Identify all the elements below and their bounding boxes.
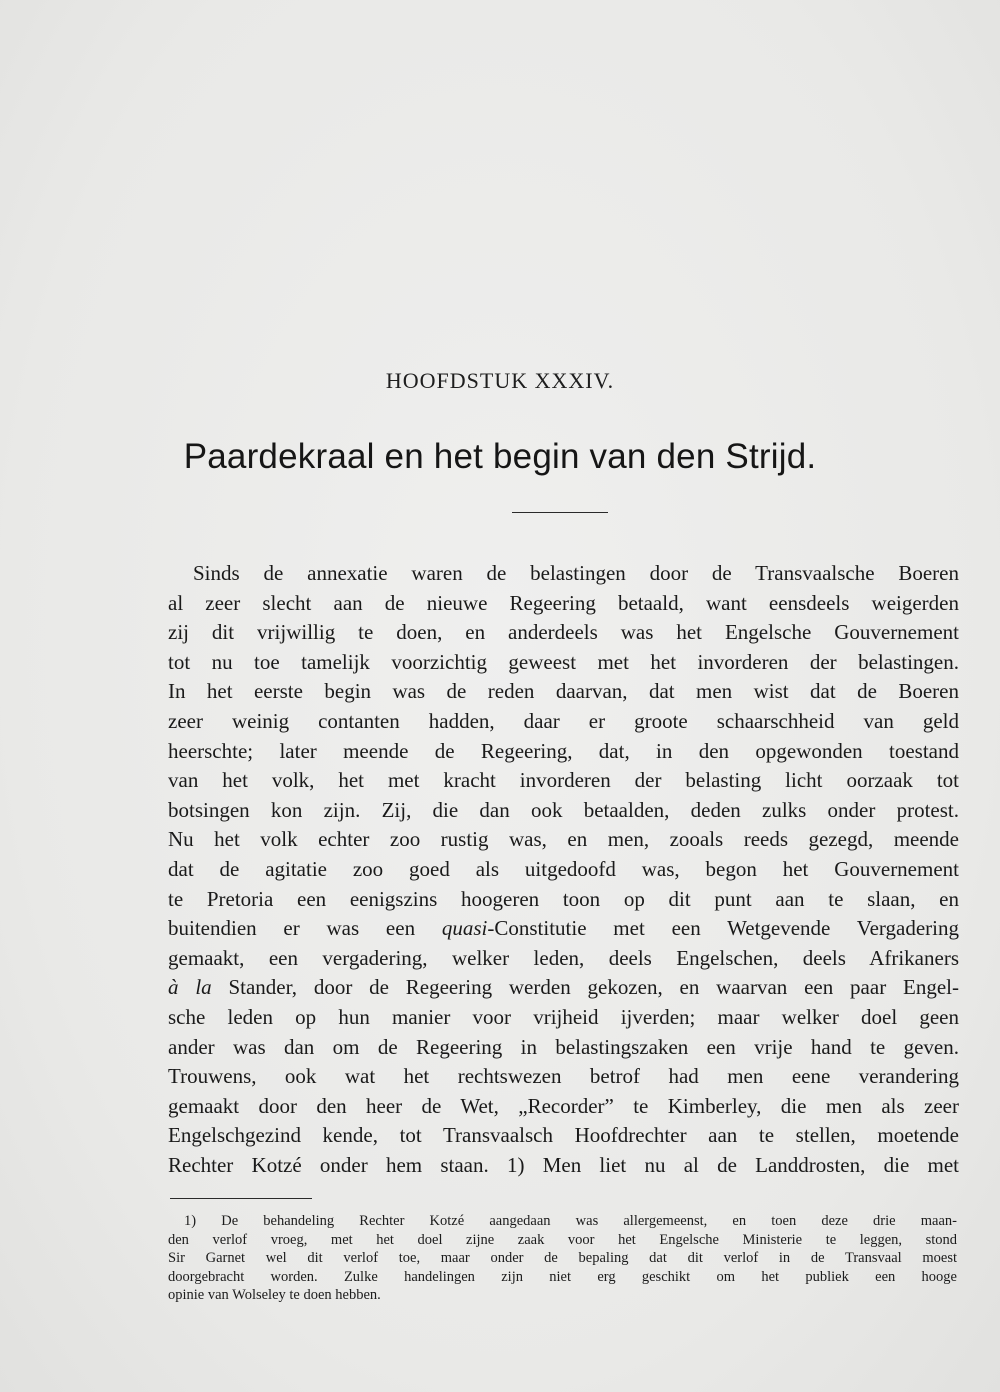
body-line: botsingen kon zijn. Zij, die dan ook betaalden, deden zulks onder protest.	[168, 797, 959, 822]
body-line-mixed	[168, 914, 959, 944]
footnote-line: opinie van Wolseley te doen hebben.	[168, 1287, 381, 1304]
body-line: gemaakt, een vergadering, welker leden, deels Engelschen, deels Afrikaners	[168, 945, 959, 970]
chapter-title: Paardekraal en het begin van den Strijd.	[183, 437, 817, 476]
body-line: gemaakt door den heer de Wet, „Recorder” te Kimberley, die men als zeer	[168, 1093, 959, 1118]
body-line: te Pretoria een eenigszins hoogeren toon op dit punt aan te slaan, en	[168, 886, 959, 911]
footnote-line: den verlof vroeg, met het doel zijne zaak voor het Engelsche Ministerie te leggen, stond	[168, 1231, 957, 1248]
footnote	[168, 1212, 957, 1305]
italic-word: à la	[168, 975, 212, 1000]
footnote-line: doorgebracht worden. Zulke handelingen zijn niet erg geschikt om het publiek een hooge	[168, 1268, 957, 1285]
footnote-line: 1) De behandeling Rechter Kotzé aangedaan was allergemeenst, en toen deze drie maan-	[184, 1213, 957, 1229]
body-fragment: Stander, door de Regeering werden gekozen, en waarvan een paar Engel-	[211, 975, 959, 1000]
body-line: heerschte; later meende de Regeering, dat, in den opgewonden toestand	[168, 738, 959, 763]
body-line: Nu het volk echter zoo rustig was, en men, zooals reeds gezegd, meende	[168, 827, 959, 852]
body-line: tot nu toe tamelijk voorzichtig geweest met het invorderen der belastingen.	[168, 649, 959, 674]
body-line: Rechter Kotzé onder hem staan. 1) Men liet nu al de Landdrosten, die met	[168, 1152, 959, 1177]
body-line: Engelschgezind kende, tot Transvaalsch Hoofdrechter aan te stellen, moetende	[168, 1123, 959, 1148]
body-fragment: buitendien er was een	[168, 916, 442, 941]
chapter-number: HOOFDSTUK XXXIV.	[385, 368, 615, 393]
footnote-line: Sir Garnet wel dit verlof toe, maar onder de bepaling dat dit verlof in de Transvaal moest	[168, 1250, 957, 1267]
body-line: van het volk, het met kracht invorderen der belasting licht oorzaak tot	[168, 768, 959, 793]
body-line: dat de agitatie zoo goed als uitgedoofd was, begon het Gouvernement	[168, 856, 959, 881]
body-line: zeer weinig contanten hadden, daar er groote schaarschheid van geld	[168, 708, 959, 733]
body-line: Sinds de annexatie waren de belastingen door de Transvaalsche Boeren	[193, 561, 959, 585]
footnote-divider	[170, 1198, 312, 1199]
body-fragment: -Constitutie met een Wetgevende Vergadering	[487, 916, 959, 941]
title-divider	[512, 512, 608, 513]
body-line: ander was dan om de Regeering in belastingszaken een vrije hand te geven.	[168, 1034, 959, 1059]
body-line: zij dit vrijwillig te doen, en anderdeels was het Engelsche Gouvernement	[168, 620, 959, 645]
body-line: sche leden op hun manier voor vrijheid ijverden; maar welker doel geen	[168, 1004, 959, 1029]
body-line: Trouwens, ook wat het rechtswezen betrof had men eene verandering	[168, 1064, 959, 1089]
body-line-mixed	[168, 973, 959, 1003]
body-text	[168, 559, 959, 1180]
body-line: al zeer slecht aan de nieuwe Regeering betaald, want eensdeels weigerden	[168, 590, 959, 615]
italic-word: quasi	[441, 916, 488, 941]
body-line: In het eerste begin was de reden daarvan, dat men wist dat de Boeren	[168, 679, 959, 704]
